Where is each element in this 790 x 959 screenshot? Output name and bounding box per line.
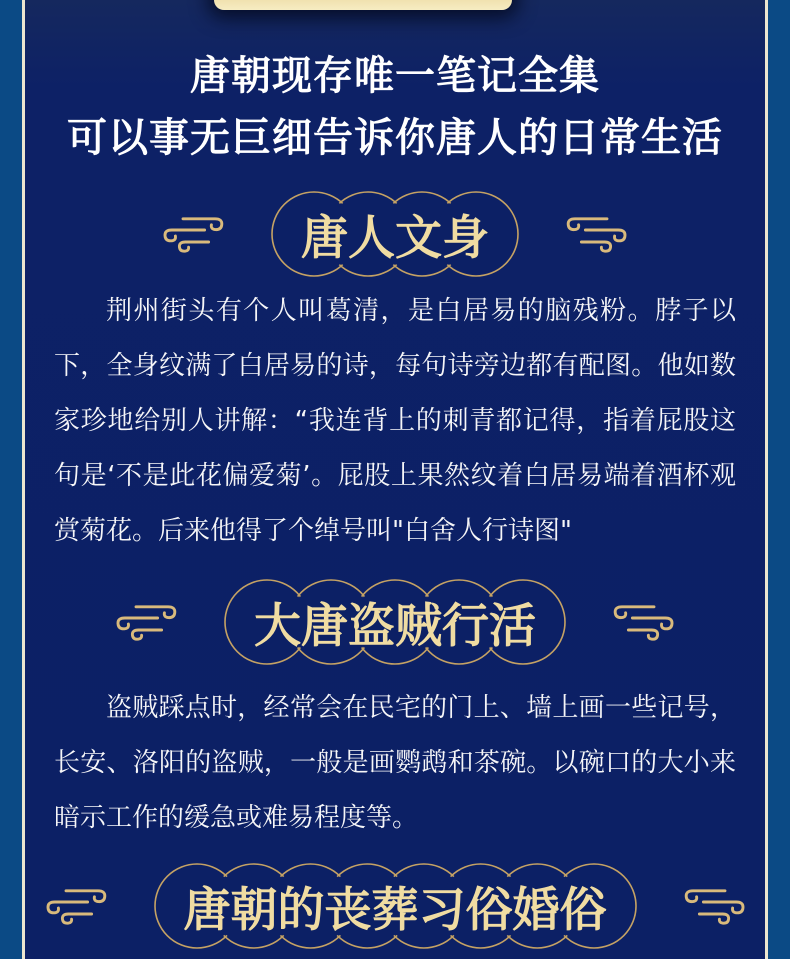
cloud-ornament-left-icon [159, 205, 247, 263]
right-frame-line [765, 0, 768, 959]
section-1-badge-label: 唐人文身 [301, 210, 489, 266]
page-title [0, 0, 790, 169]
section-3-badge [154, 863, 637, 949]
cloud-ornament-right-icon [543, 205, 631, 263]
section-2-badge-row [0, 579, 790, 665]
cloud-ornament-left-icon [42, 877, 130, 935]
section-2-badge-label: 大唐盗贼行活 [254, 598, 536, 654]
title-line-1: 唐朝现存唯一笔记全集 [190, 52, 600, 99]
section-1-paragraph: 荆州街头有个人叫葛清，是白居易的脑残粉。脖子以下，全身纹满了白居易的诗，每句诗旁边都有配图。他如数家珍地给别人讲解：“我连背上的刺青都记得，指着屁股这句是‘不是此花偏爱菊’。屁股上果然纹着白居易端着酒杯观赏菊花。后来他得了个绰号叫"白舍人行诗图" [54, 296, 736, 546]
section-2-paragraph: 盗贼踩点时，经常会在民宅的门上、墙上画一些记号，长安、洛阳的盗贼，一般是画鹦鹉和茶碗。以碗口的大小来暗示工作的缓急或难易程度等。 [54, 693, 736, 833]
right-frame-strip [768, 0, 790, 959]
top-plaque-fragment [214, 0, 512, 10]
cloud-ornament-right-icon [661, 877, 749, 935]
left-frame-strip [0, 0, 22, 959]
section-2-badge [224, 579, 566, 665]
section-3-badge-row [0, 863, 790, 949]
cloud-ornament-right-icon [590, 593, 678, 651]
cloud-ornament-left-icon [112, 593, 200, 651]
section-1-badge-row [0, 191, 790, 277]
left-frame-line [22, 0, 25, 959]
title-line-2: 可以事无巨细告诉你唐人的日常生活 [67, 114, 723, 161]
section-1-badge [271, 191, 519, 277]
section-3-badge-label: 唐朝的丧葬习俗婚俗 [183, 882, 607, 938]
